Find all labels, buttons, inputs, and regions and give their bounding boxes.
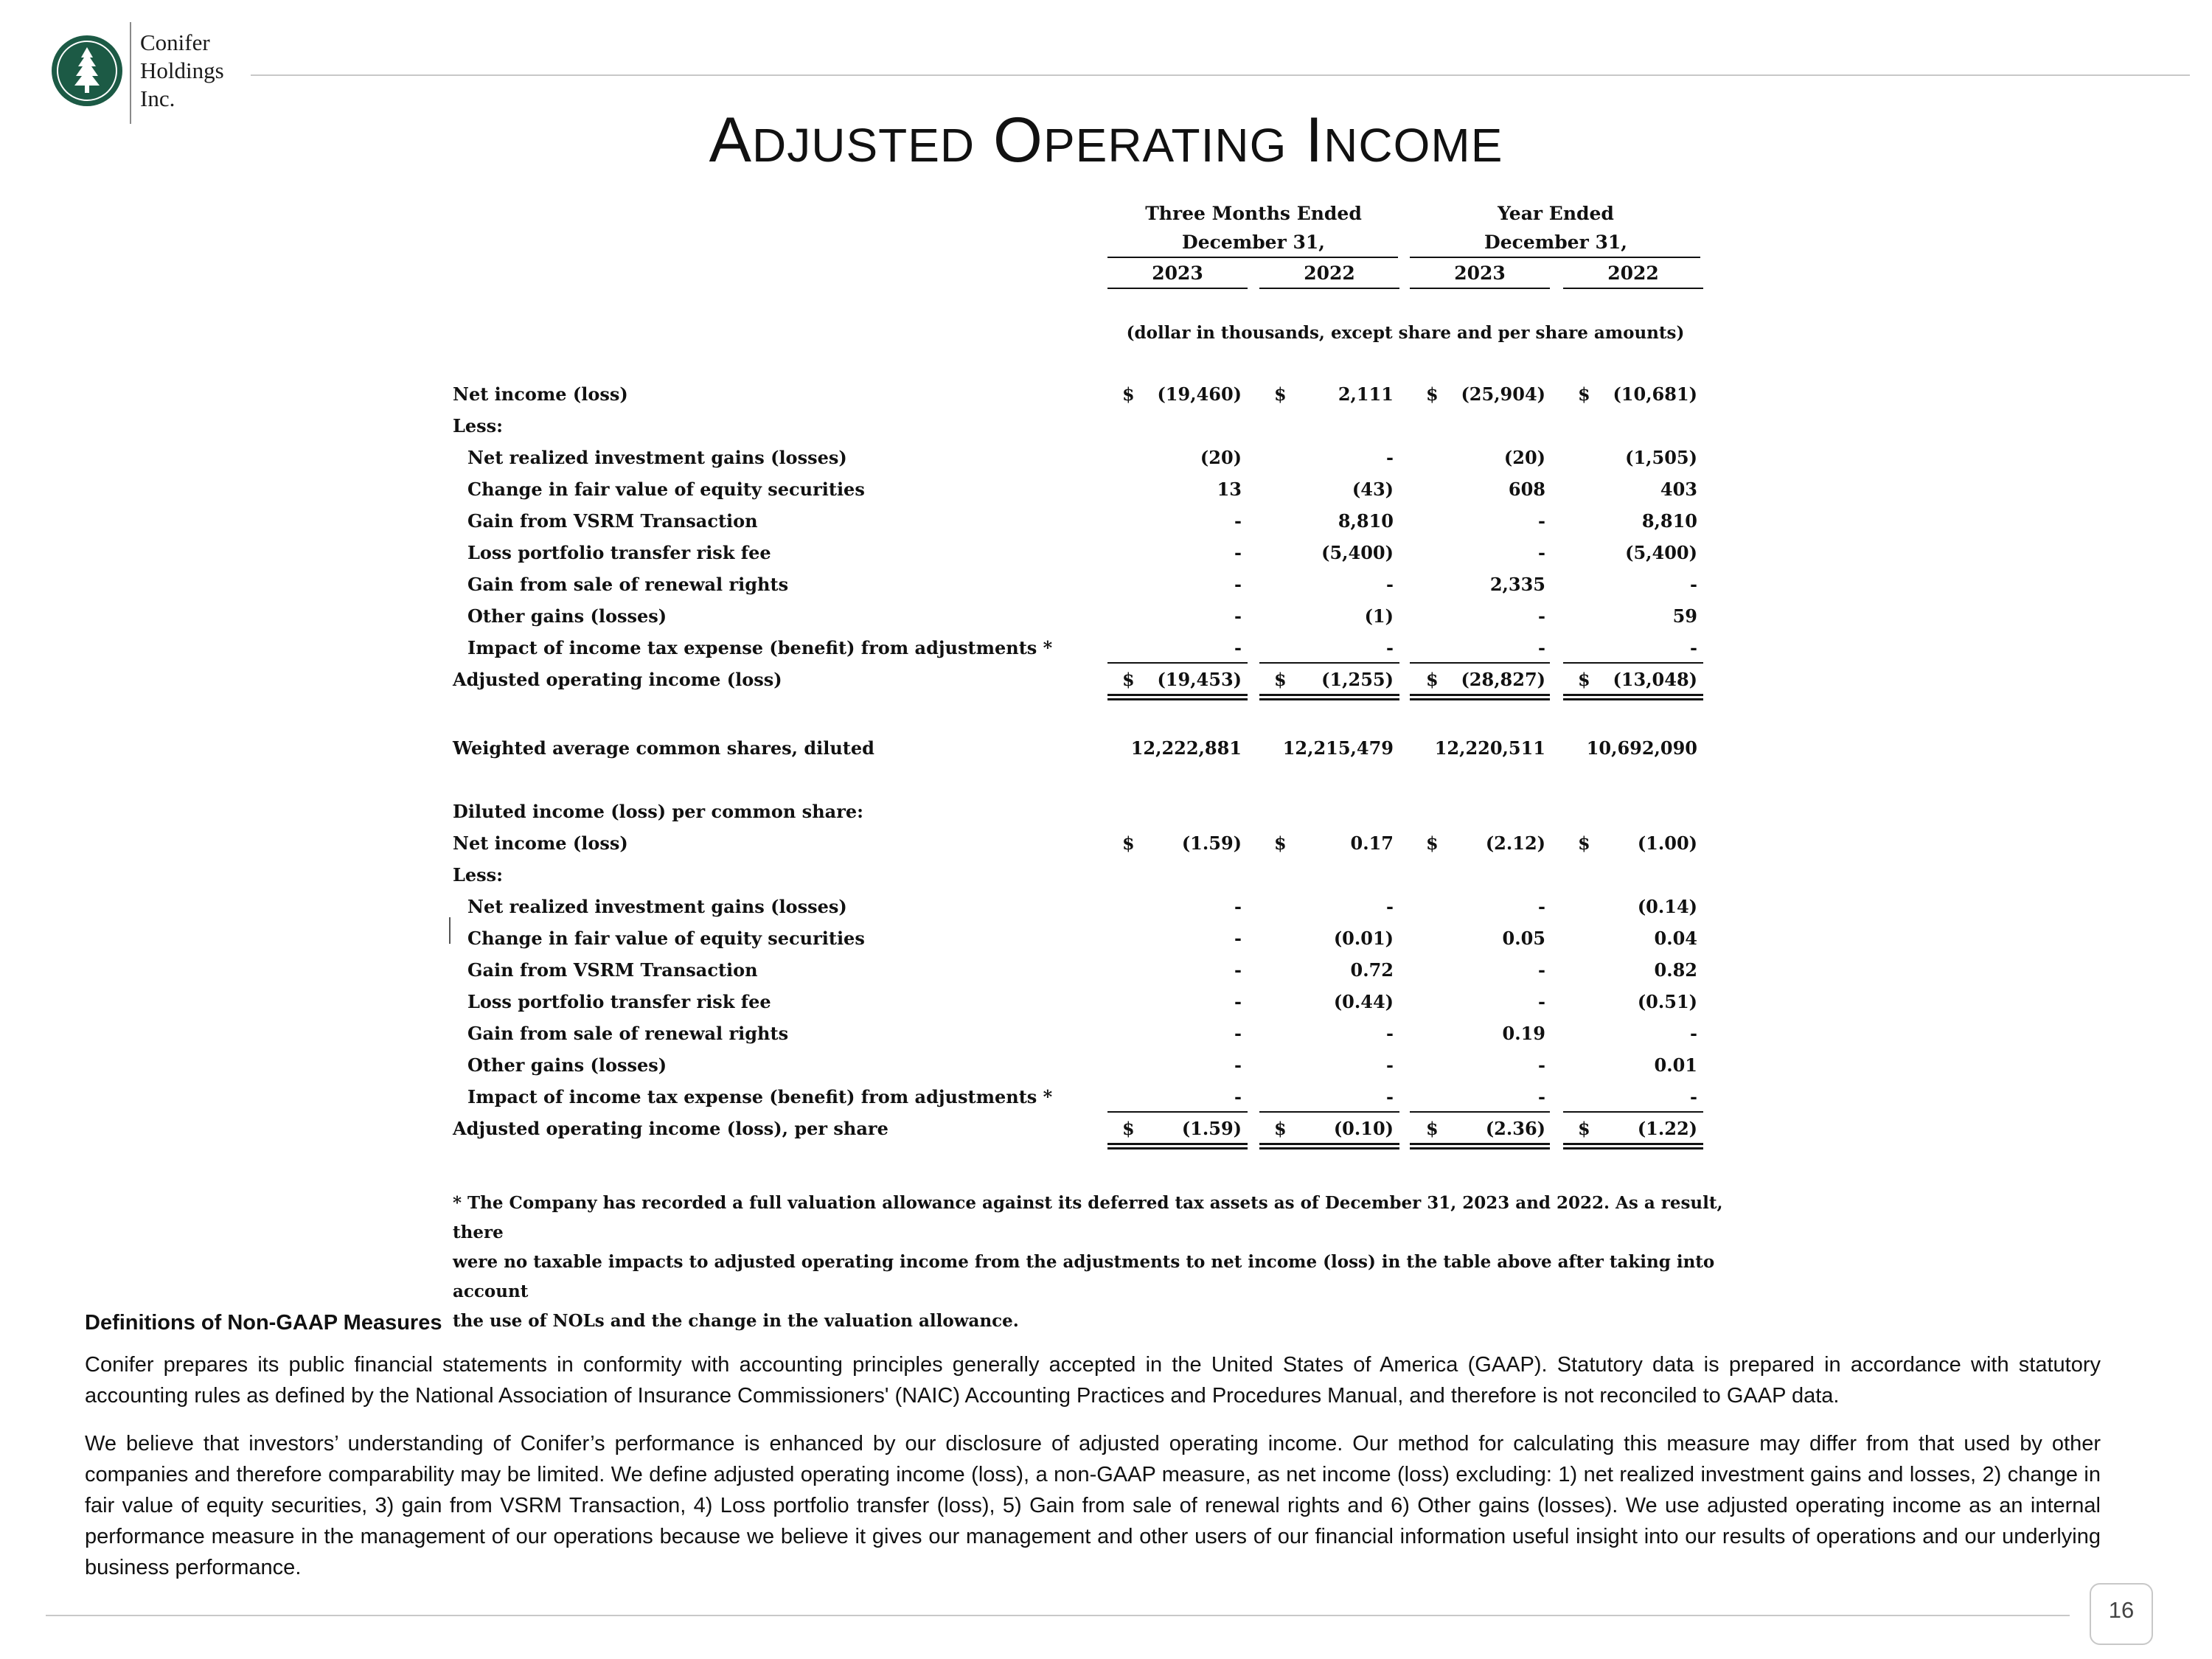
- adjustment-row-value: (5,400): [1321, 542, 1394, 563]
- title-initial-1: A: [709, 105, 752, 175]
- subtotal-rule: [1107, 662, 1248, 664]
- less-label: Less:: [453, 415, 504, 437]
- currency-symbol: $: [1274, 669, 1287, 690]
- per-share-adjustment-row-value: -: [1234, 1054, 1242, 1076]
- year-header-2023-y: 2023: [1454, 262, 1506, 284]
- per-share-total-rule-top: [1563, 1143, 1703, 1145]
- per-share-adjustment-row-value: -: [1538, 991, 1545, 1012]
- year-header-2022-q: 2022: [1304, 262, 1355, 284]
- total-rule-top: [1563, 694, 1703, 696]
- year-rule-3: [1410, 288, 1550, 289]
- per-share-adjustment-row-value: -: [1690, 1023, 1697, 1044]
- adjustment-row-value: -: [1386, 637, 1394, 658]
- currency-symbol: $: [1578, 1118, 1590, 1139]
- per-share-total-rule-bottom: [1410, 1147, 1550, 1150]
- adjusted-operating-income-row-value: (13,048): [1613, 669, 1697, 690]
- per-share-subtotal-rule: [1107, 1111, 1248, 1113]
- total-rule-top: [1410, 694, 1550, 696]
- year-header-2023-q: 2023: [1152, 262, 1203, 284]
- adjustment-row-value: -: [1690, 574, 1697, 595]
- adjustment-row-value: -: [1234, 542, 1242, 563]
- adjustment-row-label: Loss portfolio transfer risk fee: [467, 542, 771, 563]
- group-header-year-date: December 31,: [1484, 232, 1627, 253]
- per-share-adjustment-row-value: -: [1690, 1086, 1697, 1107]
- per-share-total-rule-bottom: [1563, 1147, 1703, 1150]
- total-rule-bottom: [1259, 698, 1399, 700]
- units-note: (dollar in thousands, except share and per share amounts): [1126, 323, 1685, 343]
- currency-symbol: $: [1122, 669, 1135, 690]
- adjustment-row-label: Gain from sale of renewal rights: [467, 574, 789, 595]
- title-initial-3: I: [1305, 105, 1324, 175]
- weighted-shares-row-value: 10,692,090: [1586, 737, 1697, 759]
- adjustment-row-label: Impact of income tax expense (benefit) from adjustments *: [467, 637, 1053, 658]
- per-share-less-label: Less:: [453, 864, 504, 886]
- adjustment-row-value: 608: [1508, 479, 1545, 500]
- adjustment-row-value: 403: [1660, 479, 1697, 500]
- company-name-line-2: Holdings: [140, 58, 224, 83]
- per-share-adjustment-row-label: Other gains (losses): [467, 1054, 667, 1076]
- per-share-net-income-row-value: (1.00): [1637, 832, 1697, 854]
- adjusted-operating-income-row-value: (28,827): [1461, 669, 1545, 690]
- currency-symbol: $: [1122, 1118, 1135, 1139]
- per-share-adjustment-row-value: -: [1234, 1086, 1242, 1107]
- per-share-total-row-value: (0.10): [1333, 1118, 1394, 1139]
- per-share-total-row-value: (1.59): [1181, 1118, 1242, 1139]
- adjusted-operating-income-row-value: (19,453): [1157, 669, 1242, 690]
- per-share-total-rule-top: [1410, 1143, 1550, 1145]
- year-rule-4: [1563, 288, 1703, 289]
- per-share-adjustment-row-value: -: [1234, 896, 1242, 917]
- per-share-adjustment-row-value: -: [1538, 1086, 1545, 1107]
- adjustment-row-label: Change in fair value of equity securities: [467, 479, 865, 500]
- currency-symbol: $: [1578, 669, 1590, 690]
- adjustment-row-value: (1,505): [1625, 447, 1697, 468]
- adjustment-row-value: -: [1538, 605, 1545, 627]
- adjustment-row-label: Gain from VSRM Transaction: [467, 510, 758, 532]
- adjustment-row-value: 13: [1217, 479, 1242, 500]
- weighted-shares-row-label: Weighted average common shares, diluted: [453, 737, 874, 759]
- year-rule-2: [1259, 288, 1399, 289]
- adjustment-row-value: 8,810: [1338, 510, 1394, 532]
- group-header-three-months-date: December 31,: [1182, 232, 1325, 253]
- weighted-shares-row-value: 12,220,511: [1434, 737, 1545, 759]
- definitions-paragraph-1: Conifer prepares its public financial statements in conformity with accounting principles generally accepted in the United States of America (GAAP). Statutory data is prepared in accordance with statutory accounting rules as defined by the National Association of Insurance Commissioners' (NAIC) Accounting Practices and Procedures Manual, and therefore is not reconciled to GAAP data.: [85, 1353, 2101, 1408]
- subtotal-rule: [1563, 662, 1703, 664]
- year-rule-1: [1107, 288, 1248, 289]
- title-word-3: NCOME: [1324, 119, 1503, 172]
- net-income-row-label: Net income (loss): [453, 383, 628, 405]
- page-number: 16: [2108, 1597, 2135, 1623]
- per-share-adjustment-row-label: Gain from VSRM Transaction: [467, 959, 758, 981]
- adjustment-row-value: -: [1538, 542, 1545, 563]
- title-word-1: DJUSTED: [752, 119, 975, 172]
- adjustment-row-value: -: [1234, 605, 1242, 627]
- per-share-net-income-row-value: (1.59): [1181, 832, 1242, 854]
- total-rule-top: [1259, 694, 1399, 696]
- page-title: [0, 103, 2212, 182]
- per-share-total-row-value: (1.22): [1637, 1118, 1697, 1139]
- group-rule-year: [1410, 257, 1700, 258]
- per-share-adjustment-row-value: -: [1234, 959, 1242, 981]
- net-income-row-value: 2,111: [1338, 383, 1394, 405]
- per-share-adjustment-row-value: -: [1386, 896, 1394, 917]
- per-share-adjustment-row-value: -: [1538, 896, 1545, 917]
- total-rule-bottom: [1107, 698, 1248, 700]
- per-share-adjustment-row-value: 0.04: [1654, 928, 1697, 949]
- group-header-three-months: Three Months Ended: [1145, 203, 1362, 224]
- company-name-line-3: Inc.: [140, 86, 175, 111]
- subtotal-rule: [1259, 662, 1399, 664]
- currency-symbol: $: [1426, 669, 1439, 690]
- per-share-adjustment-row-label: Change in fair value of equity securities: [467, 928, 865, 949]
- currency-symbol: $: [1578, 383, 1590, 405]
- group-header-year: Year Ended: [1498, 203, 1614, 224]
- currency-symbol: $: [1274, 383, 1287, 405]
- footnote: [453, 1189, 1750, 1336]
- weighted-shares-row-value: 12,215,479: [1282, 737, 1394, 759]
- adjustment-row-value: -: [1538, 637, 1545, 658]
- per-share-adjustment-row-label: Net realized investment gains (losses): [467, 896, 847, 917]
- per-share-adjustment-row-label: Loss portfolio transfer risk fee: [467, 991, 771, 1012]
- per-share-net-income-row-value: (2.12): [1485, 832, 1545, 854]
- adjustment-row-label: Other gains (losses): [467, 605, 667, 627]
- per-share-adjustment-row-value: (0.51): [1637, 991, 1697, 1012]
- company-name-line-1: Conifer: [140, 29, 210, 55]
- per-share-total-rule-top: [1107, 1143, 1248, 1145]
- title-word-2: PERATING: [1043, 119, 1287, 172]
- currency-symbol: $: [1578, 832, 1590, 854]
- adjustment-row-value: (43): [1352, 479, 1394, 500]
- adjustment-row-value: -: [1690, 637, 1697, 658]
- definitions-heading: Definitions of Non-GAAP Measures: [85, 1311, 442, 1335]
- adjustment-row-value: 59: [1672, 605, 1697, 627]
- currency-symbol: $: [1426, 1118, 1439, 1139]
- total-rule-top: [1107, 694, 1248, 696]
- adjusted-operating-income-row-label: Adjusted operating income (loss): [453, 669, 782, 690]
- adjustment-row-value: -: [1234, 574, 1242, 595]
- adjustment-row-value: -: [1234, 637, 1242, 658]
- per-share-subtotal-rule: [1410, 1111, 1550, 1113]
- currency-symbol: $: [1426, 832, 1439, 854]
- adjustment-row-value: (20): [1503, 447, 1545, 468]
- per-share-adjustment-row-value: -: [1234, 1023, 1242, 1044]
- per-share-adjustment-row-label: Gain from sale of renewal rights: [467, 1023, 789, 1044]
- adjusted-operating-income-row-value: (1,255): [1321, 669, 1394, 690]
- currency-symbol: $: [1274, 1118, 1287, 1139]
- subtotal-rule: [1410, 662, 1550, 664]
- title-initial-2: O: [993, 105, 1043, 175]
- adjustment-row-value: -: [1386, 447, 1394, 468]
- net-income-row-value: (19,460): [1157, 383, 1242, 405]
- per-share-total-row-value: (2.36): [1485, 1118, 1545, 1139]
- per-share-adjustment-row-value: -: [1386, 1023, 1394, 1044]
- net-income-row-value: (25,904): [1461, 383, 1545, 405]
- per-share-adjustment-row-value: -: [1386, 1086, 1394, 1107]
- per-share-total-rule-bottom: [1259, 1147, 1399, 1150]
- adjustment-row-label: Net realized investment gains (losses): [467, 447, 847, 468]
- adjustment-row-value: (1): [1364, 605, 1394, 627]
- per-share-adjustment-row-value: -: [1234, 991, 1242, 1012]
- footnote-line-2: were no taxable impacts to adjusted operating income from the adjustments to net income (loss) in the table above after taking into account: [453, 1252, 1715, 1301]
- per-share-adjustment-row-value: 0.05: [1502, 928, 1545, 949]
- footnote-line-3: the use of NOLs and the change in the valuation allowance.: [453, 1311, 1019, 1331]
- total-rule-bottom: [1410, 698, 1550, 700]
- per-share-total-rule-bottom: [1107, 1147, 1248, 1150]
- adjustment-row-value: -: [1538, 510, 1545, 532]
- adjustment-row-value: 2,335: [1489, 574, 1545, 595]
- per-share-heading: Diluted income (loss) per common share:: [453, 801, 863, 822]
- total-rule-bottom: [1563, 698, 1703, 700]
- adjustment-row-value: (5,400): [1625, 542, 1697, 563]
- per-share-subtotal-rule: [1563, 1111, 1703, 1113]
- definitions-paragraph-2: We believe that investors’ understanding of Conifer’s performance is enhanced by our disclosure of adjusted operating income. Our method for calculating this measure may differ from that used by other companies and therefore comparability may be limited. We define adjusted operating income (loss), a non-GAAP measure, as net income (loss) excluding: 1) net realized investment gains and losses, 2) change in fair value of equity securities, 3) gain from VSRM Transaction, 4) Loss portfolio transfer (loss), 5) Gain from sale of renewal rights and 6) Other gains (losses). We use adjusted operating income as an internal performance measure in the management of our operations because we believe it gives our management and other users of our financial information useful insight into our results of operations and our underlying business performance.: [85, 1432, 2101, 1579]
- footer-rule: [46, 1615, 2070, 1616]
- per-share-adjustment-row-value: -: [1386, 1054, 1394, 1076]
- per-share-total-row-label: Adjusted operating income (loss), per share: [453, 1118, 888, 1139]
- per-share-adjustment-row-value: -: [1234, 928, 1242, 949]
- per-share-adjustment-row-value: (0.01): [1333, 928, 1394, 949]
- per-share-adjustment-row-value: 0.82: [1654, 959, 1697, 981]
- per-share-adjustment-row-value: -: [1538, 959, 1545, 981]
- adjustment-row-value: -: [1386, 574, 1394, 595]
- currency-symbol: $: [1122, 383, 1135, 405]
- header-rule: [251, 74, 2190, 76]
- footnote-line-1: * The Company has recorded a full valuation allowance against its deferred tax assets as of December 31, 2023 and 2022. As a result, there: [453, 1193, 1723, 1242]
- per-share-adjustment-row-value: (0.14): [1637, 896, 1697, 917]
- per-share-adjustment-row-value: (0.44): [1333, 991, 1394, 1012]
- per-share-adjustment-row-value: 0.01: [1654, 1054, 1697, 1076]
- adjustment-row-value: -: [1234, 510, 1242, 532]
- per-share-adjustment-row-value: 0.72: [1350, 959, 1394, 981]
- net-income-row-value: (10,681): [1613, 383, 1697, 405]
- per-share-adjustment-row-value: -: [1538, 1054, 1545, 1076]
- per-share-net-income-row-value: 0.17: [1350, 832, 1394, 854]
- currency-symbol: $: [1122, 832, 1135, 854]
- year-header-2022-y: 2022: [1607, 262, 1659, 284]
- weighted-shares-row-value: 12,222,881: [1130, 737, 1242, 759]
- text-cursor-icon: [449, 917, 451, 944]
- conifer-tree-logo-icon: [52, 35, 122, 106]
- per-share-adjustment-row-label: Impact of income tax expense (benefit) from adjustments *: [467, 1086, 1053, 1107]
- adjustment-row-value: 8,810: [1641, 510, 1697, 532]
- per-share-adjustment-row-value: 0.19: [1502, 1023, 1545, 1044]
- tree-icon: [52, 35, 122, 106]
- per-share-net-income-row-label: Net income (loss): [453, 832, 628, 854]
- adjustment-row-value: (20): [1200, 447, 1242, 468]
- currency-symbol: $: [1274, 832, 1287, 854]
- per-share-total-rule-top: [1259, 1143, 1399, 1145]
- currency-symbol: $: [1426, 383, 1439, 405]
- per-share-subtotal-rule: [1259, 1111, 1399, 1113]
- group-rule-three-months: [1107, 257, 1398, 258]
